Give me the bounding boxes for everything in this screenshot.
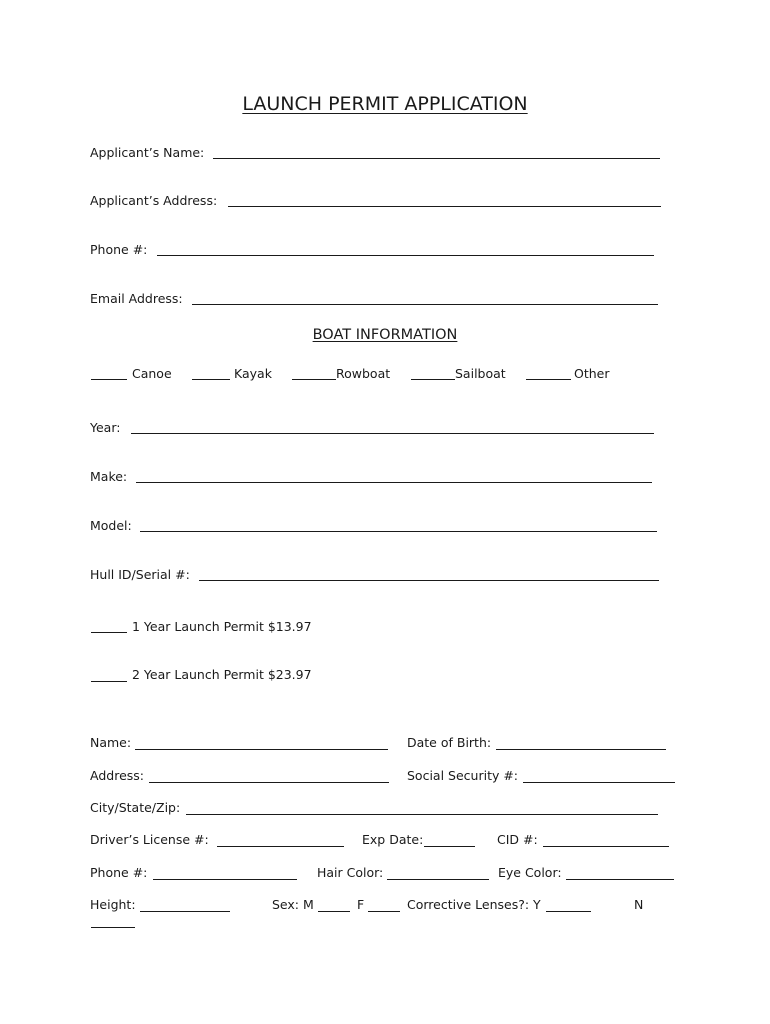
eye-color-label: Eye Color: [498, 865, 562, 880]
corrective-lenses-label: Corrective Lenses?: Y [407, 897, 541, 912]
height-label: Height: [90, 897, 136, 912]
boat-type-kayak: Kayak [234, 366, 272, 381]
cid-field[interactable] [543, 846, 669, 847]
applicant-name-field[interactable] [213, 158, 660, 159]
hair-color-label: Hair Color: [317, 865, 384, 880]
canoe-blank[interactable] [91, 379, 127, 380]
make-field[interactable] [136, 482, 652, 483]
address-label: Address: [90, 768, 144, 783]
applicant-phone-label: Phone #: [90, 242, 148, 257]
ssn-label: Social Security #: [407, 768, 519, 783]
applicant-phone-field[interactable] [157, 255, 654, 256]
model-label: Model: [90, 518, 132, 533]
year-field[interactable] [131, 433, 654, 434]
page-title: LAUNCH PERMIT APPLICATION [242, 93, 528, 115]
phone-field[interactable] [153, 879, 297, 880]
boat-information-heading: BOAT INFORMATION [312, 327, 458, 343]
applicant-name-label: Applicant’s Name: [90, 145, 205, 160]
make-label: Make: [90, 469, 128, 484]
applicant-email-field[interactable] [192, 304, 658, 305]
permit-1-year-label: 1 Year Launch Permit $13.97 [132, 619, 312, 634]
other-blank[interactable] [526, 379, 571, 380]
sex-f-label: F [357, 897, 365, 912]
kayak-blank[interactable] [192, 379, 230, 380]
lenses-n-field[interactable] [91, 927, 135, 928]
boat-type-sailboat: Sailboat [455, 366, 506, 381]
hull-id-label: Hull ID/Serial #: [90, 567, 190, 582]
city-state-zip-label: City/State/Zip: [90, 800, 181, 815]
phone-label: Phone #: [90, 865, 148, 880]
height-field[interactable] [140, 911, 230, 912]
city-state-zip-field[interactable] [186, 814, 658, 815]
model-field[interactable] [140, 531, 657, 532]
boat-type-rowboat: Rowboat [336, 366, 391, 381]
lenses-y-field[interactable] [546, 911, 591, 912]
rowboat-blank[interactable] [292, 379, 336, 380]
drivers-license-label: Driver’s License #: [90, 832, 209, 847]
exp-date-field[interactable] [424, 846, 475, 847]
lenses-n-label: N [634, 897, 644, 912]
drivers-license-field[interactable] [217, 846, 344, 847]
cid-label: CID #: [497, 832, 538, 847]
sex-f-field[interactable] [368, 911, 400, 912]
name-label: Name: [90, 735, 132, 750]
eye-color-field[interactable] [566, 879, 674, 880]
permit-2-year-blank[interactable] [91, 681, 127, 682]
applicant-email-label: Email Address: [90, 291, 183, 306]
dob-label: Date of Birth: [407, 735, 492, 750]
permit-1-year-blank[interactable] [91, 632, 127, 633]
exp-date-label: Exp Date: [362, 832, 424, 847]
boat-type-other: Other [574, 366, 610, 381]
address-field[interactable] [149, 782, 389, 783]
sex-m-field[interactable] [318, 911, 350, 912]
applicant-address-field[interactable] [228, 206, 661, 207]
dob-field[interactable] [496, 749, 666, 750]
permit-2-year-label: 2 Year Launch Permit $23.97 [132, 667, 312, 682]
hull-id-field[interactable] [199, 580, 659, 581]
year-label: Year: [90, 420, 121, 435]
hair-color-field[interactable] [387, 879, 489, 880]
applicant-address-label: Applicant’s Address: [90, 193, 218, 208]
ssn-field[interactable] [523, 782, 675, 783]
sex-m-label: Sex: M [272, 897, 314, 912]
sailboat-blank[interactable] [411, 379, 455, 380]
boat-type-canoe: Canoe [132, 366, 172, 381]
name-field[interactable] [135, 749, 388, 750]
